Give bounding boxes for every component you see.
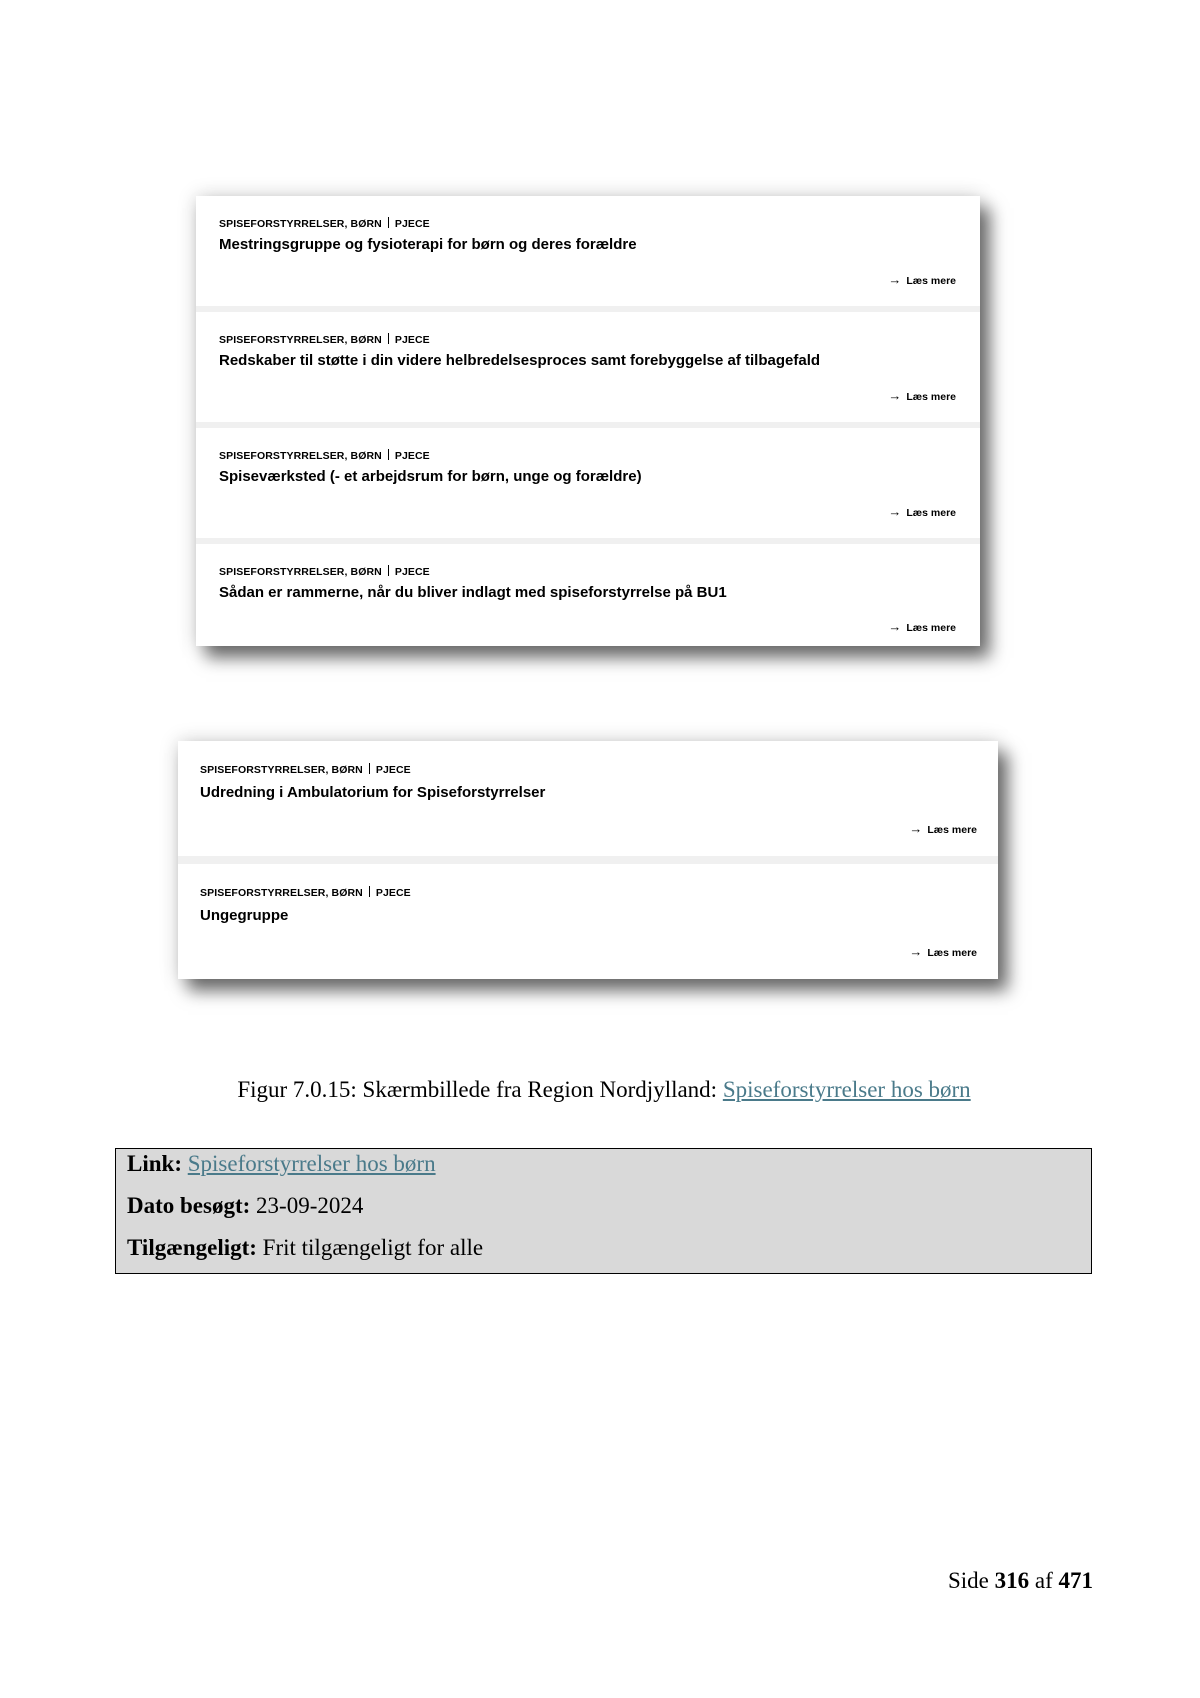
caption-link[interactable]: Spiseforstyrrelser hos børn [722, 1077, 971, 1102]
arrow-right-icon: → [888, 504, 902, 519]
link-row: Link: Spiseforstyrrelser hos børn [127, 1151, 436, 1176]
card-title[interactable]: Redskaber til støtte i din videre helbredelsesproces samt forebyggelse af tilbagefald [219, 352, 821, 369]
figure-caption: Figur 7.0.15: Skærmbillede fra Region Nordjylland: Spiseforstyrrelser hos børn [237, 1077, 971, 1102]
list-item[interactable] [178, 741, 998, 856]
card-meta: SPISEFORSTYRRELSER, BØRN PJECE [219, 566, 430, 578]
card-meta: SPISEFORSTYRRELSER, BØRN PJECE [219, 450, 430, 462]
read-more-link[interactable]: → Læs mere [888, 504, 956, 519]
screenshot-panel-1 [196, 196, 980, 646]
read-more-link[interactable]: → Læs mere [909, 821, 977, 836]
arrow-right-icon: → [909, 944, 923, 959]
list-item[interactable] [196, 428, 980, 538]
read-more-link[interactable]: → Læs mere [909, 944, 977, 959]
card-title[interactable]: Spiseværksted (- et arbejdsrum for børn, unge og forældre) [219, 468, 642, 485]
divider [388, 217, 389, 228]
source-link[interactable]: Spiseforstyrrelser hos børn [187, 1151, 436, 1176]
read-more-link[interactable]: → Læs mere [888, 619, 956, 634]
list-item[interactable] [196, 196, 980, 306]
access-value: Frit tilgængeligt for alle [262, 1235, 484, 1260]
access-row: Tilgængeligt: Frit tilgængeligt for alle [127, 1235, 484, 1260]
list-item[interactable] [178, 864, 998, 979]
screenshot-panel-2 [178, 741, 998, 979]
date-row: Dato besøgt: 23-09-2024 [127, 1193, 364, 1218]
divider [369, 886, 370, 897]
page-number: Side 316 af 471 [947, 1568, 1093, 1593]
date-value: 23-09-2024 [256, 1193, 364, 1218]
list-item[interactable] [196, 544, 980, 646]
card-meta: SPISEFORSTYRRELSER, BØRN PJECE [200, 764, 411, 776]
card-title[interactable]: Udredning i Ambulatorium for Spiseforstyrrelser [200, 784, 546, 801]
divider [388, 449, 389, 460]
info-box [115, 1148, 1092, 1274]
card-meta: SPISEFORSTYRRELSER, BØRN PJECE [219, 218, 430, 230]
list-item[interactable] [196, 312, 980, 422]
card-title[interactable]: Sådan er rammerne, når du bliver indlagt med spiseforstyrrelse på BU1 [219, 584, 727, 601]
card-title[interactable]: Ungegruppe [200, 907, 289, 924]
divider [388, 333, 389, 344]
card-meta: SPISEFORSTYRRELSER, BØRN PJECE [219, 334, 430, 346]
read-more-link[interactable]: → Læs mere [888, 272, 956, 287]
card-meta: SPISEFORSTYRRELSER, BØRN PJECE [200, 887, 411, 899]
arrow-right-icon: → [888, 619, 902, 634]
card-title[interactable]: Mestringsgruppe og fysioterapi for børn og deres forældre [219, 236, 637, 253]
arrow-right-icon: → [888, 388, 902, 403]
arrow-right-icon: → [888, 272, 902, 287]
read-more-link[interactable]: → Læs mere [888, 388, 956, 403]
divider [388, 565, 389, 576]
arrow-right-icon: → [909, 821, 923, 836]
divider [369, 763, 370, 774]
